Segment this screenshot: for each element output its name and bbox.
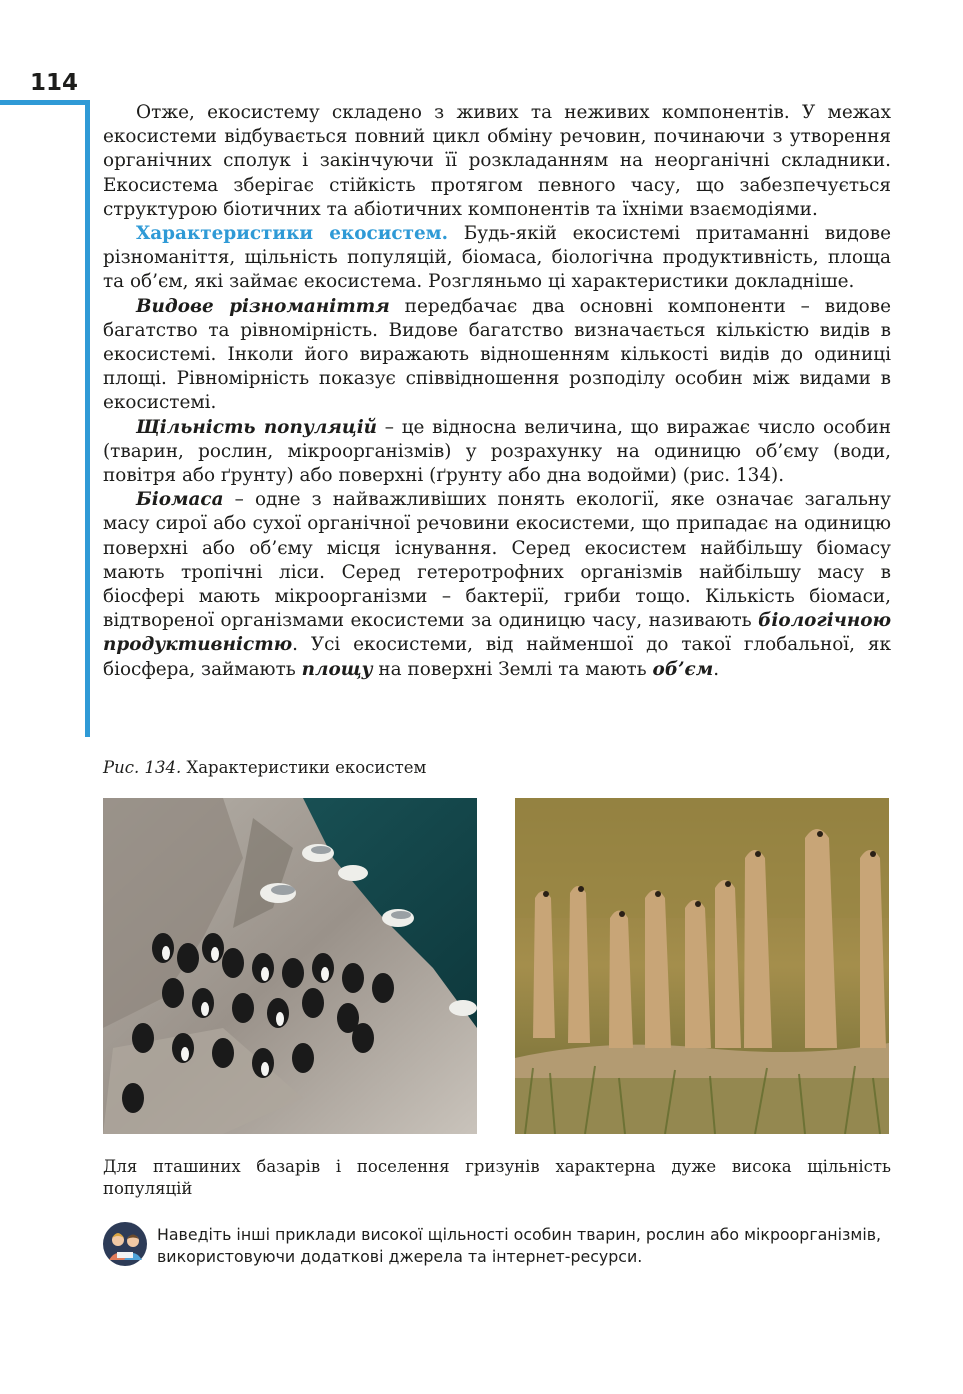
- header-rule: [0, 100, 90, 105]
- students-discussion-icon: [103, 1222, 147, 1266]
- margin-rule: [85, 100, 90, 737]
- figure-label: Рис. 134.: [103, 758, 182, 777]
- meerkats-photo: [515, 798, 889, 1134]
- paragraph-intro: Отже, екосистему складено з живих та неживих компонентів. У межах екосистеми відбувається повний цикл обміну речовин, починаючи з утворення органічних сполук і закінчуючи її розкладанням на неорганічні складники. Екосистема зберігає стійкість протягом певного часу, що забезпечується структурою біотичних та абіотичних компонентів та їхніми взаємодіями.: [103, 102, 891, 220]
- paragraph-text: – це відносна величина, що виражає число особин (тварин, рослин, мікроорганізмів) у розрахунку на одиницю об’єму (води, повітря або ґрунту) або поверхні (ґрунту або дна водойми) (рис. 134).: [103, 416, 891, 487]
- term-productivity: біологічною продуктивністю: [103, 610, 891, 656]
- section-heading: Характеристики екосистем.: [136, 223, 449, 245]
- photo-caption: Для пташиних базарів і поселення гризунів характерна дуже висока щільність популяцій: [103, 1157, 891, 1198]
- term-species-diversity: Видове різноманіття: [136, 295, 390, 317]
- body-text: [103, 101, 891, 682]
- paragraph-text: передбачає два основні компоненти – видове багатство та рівномірність. Видове багатство визначається кількістю видів в екосистемі. Інколи його виражають відношенням кількості видів до одиниці площі. Рівномірність показує співвідношення розподілу особин між видами в екосистемі.: [103, 295, 891, 414]
- paragraph-text: Будь-якій екосистемі притаманні видове різноманіття, щільність популяцій, біомаса, біологічна продуктивність, площа та об’єм, які займає екосистема. Розгляньмо ці характеристики докладніше.: [103, 223, 891, 293]
- paragraph-text: . Усі екосистеми, від найменшої до такої глобальної, як біосфера, займають: [103, 634, 891, 680]
- paragraph-text: – одне з найважливіших понять екології, яке означає загальну масу сирої або сухої органічної речовини екосистеми, що припадає на одиницю поверхні або об’єму місця існування. Серед екосистем найбільшу біомасу мають тропічні ліси. Серед гетеротрофних організмів найбільшу масу в біосфері мають мікроорганізми – бактерії, гриби тощо. Кількість біомаси, відтвореної організмами екосистеми за одиницю часу, називають: [103, 489, 891, 632]
- term-area: площу: [301, 658, 373, 680]
- bird-colony-photo: [103, 798, 477, 1134]
- paragraph-species-diversity: [103, 295, 891, 416]
- paragraph-biomass: [103, 488, 891, 682]
- paragraph-population-density: [103, 416, 891, 489]
- task-text: Наведіть інші приклади високої щільності особин тварин, рослин або мікроорганізмів, використовуючи додаткові джерела та інтернет-ресурси.: [157, 1225, 882, 1266]
- page-number: 114: [30, 70, 79, 96]
- figure-caption: [103, 758, 426, 777]
- term-volume: об’єм: [652, 658, 714, 680]
- paragraph-text: .: [713, 658, 720, 680]
- paragraph-text: на поверхні Землі та мають: [372, 658, 653, 680]
- paragraph-characteristics: [103, 222, 891, 295]
- figure-title: Характеристики екосистем: [181, 758, 427, 777]
- term-population-density: Щільність популяцій: [136, 416, 378, 438]
- term-biomass: Біомаса: [136, 489, 224, 511]
